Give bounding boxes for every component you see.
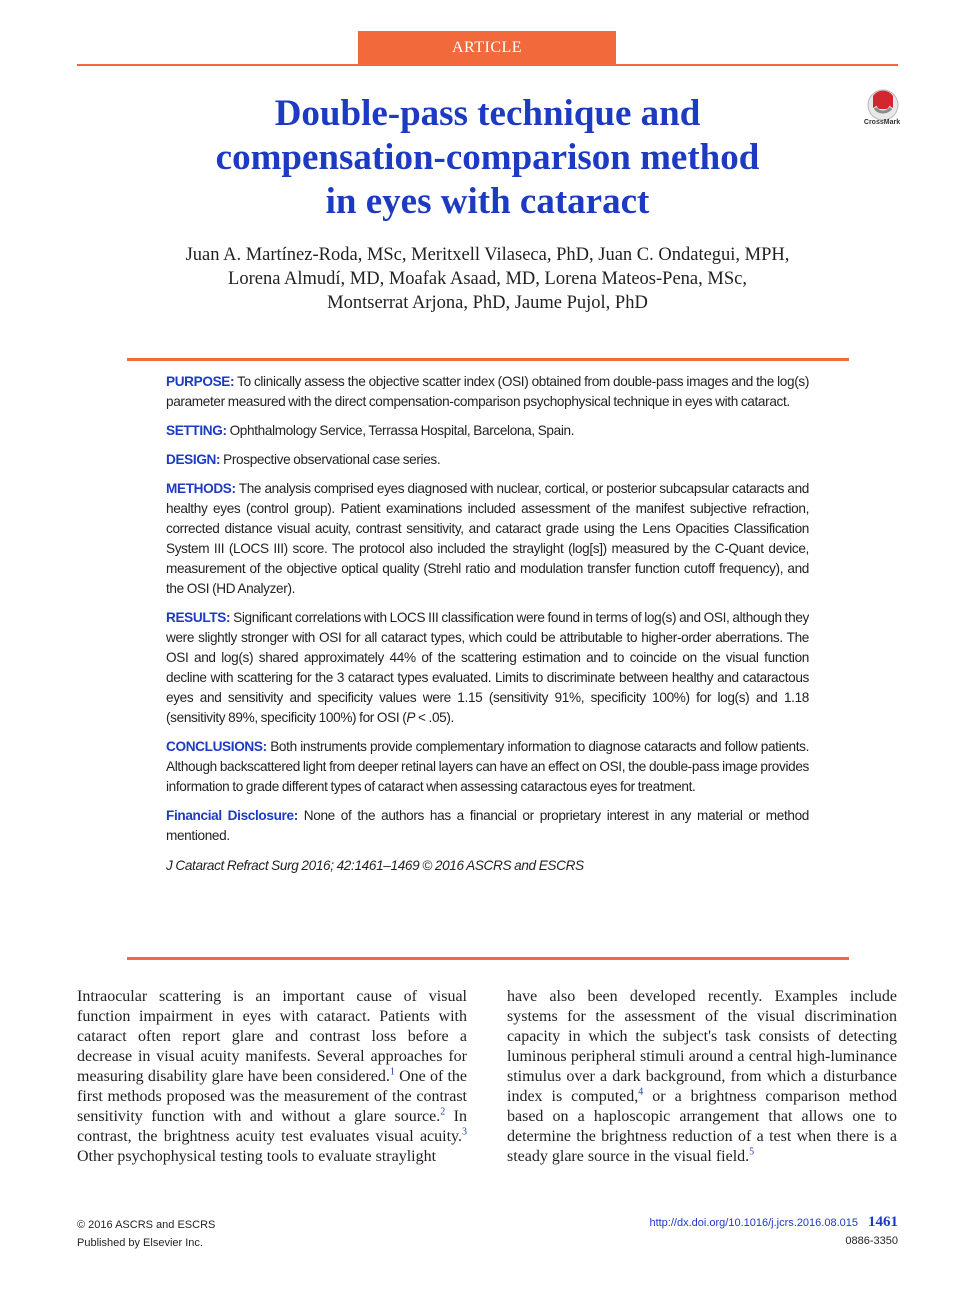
abstract-label: METHODS: [166, 481, 236, 496]
abstract-label: PURPOSE: [166, 374, 235, 389]
p-value-symbol: P [406, 710, 416, 725]
body-column-right [507, 987, 897, 1167]
body-text: or a brightness comparison method based on a haploscopic arrangement that allows one to determine the brightness reduction of a test when there is a steady glare source in the visual field. [507, 1088, 898, 1165]
reference-link[interactable]: 4 [638, 1086, 644, 1098]
body-text: In contrast, the brightness acuity test evaluates visual acuity. [77, 1108, 468, 1145]
crossmark-label: CrossMark [863, 119, 901, 126]
abstract-design [166, 450, 809, 470]
abstract-label: RESULTS: [166, 610, 231, 625]
journal-citation: J Cataract Refract Surg 2016; 42:1461–1469 © 2016 ASCRS and ESCRS [166, 858, 584, 873]
abstract-text: Ophthalmology Service, Terrassa Hospital, Barcelona, Spain. [229, 423, 575, 438]
page-number: 1461 [868, 1214, 898, 1230]
abstract-conclusions [166, 737, 809, 797]
abstract-text: The analysis comprised eyes diagnosed with nuclear, cortical, or posterior subcapsular cataracts and healthy eyes (control group). Patient examinations included assessment of the manifest subjective refraction, corrected distance visual acuity, contrast sensitivity, and cataract grade using the Lens Opacities Classification System III (LOCS III) score. The protocol also included the straylight (log[s]) measured by the C-Quant device, measurement of the objective optical quality (Strehl ratio and modulation transfer function cutoff frequency), and the OSI (HD Analyzer). [166, 481, 809, 596]
body-text: have also been developed recently. Examples include systems for the assessment of the visual discrimination capacity in which the subject's task consists of detecting luminous peripheral stimuli around a central high-luminance stimulus over a dark background, from which a disturbance index is computed, [507, 988, 897, 1105]
author-list [120, 243, 855, 315]
publisher: Published by Elsevier Inc. [77, 1237, 203, 1249]
abstract-text: None of the authors has a financial or proprietary interest in any material or method mentioned. [166, 808, 810, 843]
abstract-text: To clinically assess the objective scatter index (OSI) obtained from double-pass images and the log(s) parameter measured with the direct compensation-comparison psychophysical technique in eyes with cataract. [166, 374, 809, 409]
abstract-disclosure [166, 806, 809, 846]
abstract-text: Both instruments provide complementary information to diagnose cataracts and follow patients. Although backscattered light from deeper retinal layers can have an effect on OSI, the double-pass image provides information to grade different types of cataract when assessing cataractous eyes for treatment. [166, 739, 809, 794]
body-text: Other psychophysical testing tools to evaluate straylight [77, 1148, 437, 1165]
title-line: in eyes with cataract [325, 181, 650, 222]
footer-right [649, 1213, 898, 1250]
abstract-text: Prospective observational case series. [223, 452, 441, 467]
copyright: © 2016 ASCRS and ESCRS [77, 1219, 216, 1231]
title-line: Double-pass technique and [274, 93, 701, 134]
abstract-methods [166, 479, 809, 599]
doi-link[interactable]: http://dx.doi.org/10.1016/j.jcrs.2016.08.015 [649, 1217, 858, 1229]
abstract-purpose [166, 372, 809, 412]
reference-link[interactable]: 2 [440, 1106, 446, 1118]
reference-link[interactable]: 5 [749, 1146, 755, 1158]
author-line: Juan A. Martínez-Roda, MSc, Meritxell Vilaseca, PhD, Juan C. Ondategui, MPH, [185, 245, 790, 265]
section-label: ARTICLE [358, 31, 616, 65]
abstract-top-rule [127, 358, 849, 361]
reference-link[interactable]: 3 [462, 1126, 467, 1138]
abstract-setting [166, 421, 809, 441]
body-text: One of the first methods proposed was the measurement of the contrast sensitivity function with and without a glare source. [77, 1068, 468, 1125]
reference-link[interactable]: 1 [389, 1066, 395, 1078]
title-line: compensation-comparison method [215, 137, 760, 178]
abstract-text: < .05). [415, 710, 454, 725]
abstract-label: SETTING: [166, 423, 227, 438]
abstract [166, 372, 809, 885]
abstract-label: CONCLUSIONS: [166, 739, 267, 754]
body-column-left [77, 987, 467, 1167]
header-rule [77, 64, 898, 66]
issn: 0886-3350 [845, 1235, 898, 1247]
author-line: Lorena Almudí, MD, Moafak Asaad, MD, Lorena Mateos-Pena, MSc, [228, 269, 747, 289]
abstract-results [166, 608, 809, 728]
abstract-text: Significant correlations with LOCS III classification were found in terms of log(s) and OSI, although they were slightly stronger with OSI for all cataract types, which could be attributable to higher-order aberrations. The OSI and log(s) shared approximately 44% of the scattering estimation and to coincide on the visual function decline with scattering for the 3 cataract types evaluated. Limits to discriminate between healthy and cataractous eyes and sensitivity and specificity values were 1.15 (sensitivity 91%, specificity 100%) for log(s) and 1.18 (sensitivity 89%, specificity 100%) for OSI ( [166, 610, 809, 725]
footer-left [77, 1216, 215, 1252]
abstract-bottom-rule [127, 957, 849, 960]
body-text: Intraocular scattering is an important cause of visual function impairment in eyes with cataract. Patients with cataract often report glare and contrast loss before a decrease in visual acuity manifests. Several approaches for measuring disability glare have been considered. [77, 988, 467, 1085]
author-line: Montserrat Arjona, PhD, Jaume Pujol, PhD [327, 293, 648, 313]
article-title [120, 92, 855, 224]
abstract-label: Financial Disclosure: [166, 808, 298, 823]
abstract-label: DESIGN: [166, 452, 221, 467]
